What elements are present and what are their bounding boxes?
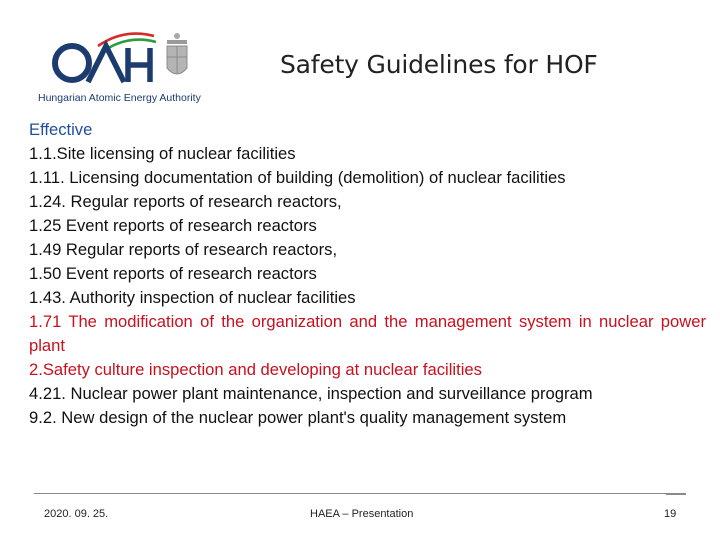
page-number: 19 xyxy=(664,508,677,520)
list-item: 1.11. Licensing documentation of building (demolition) of nuclear facilities xyxy=(29,168,566,187)
slide-title: Safety Guidelines for HOF xyxy=(280,50,598,79)
footer-divider xyxy=(34,493,686,494)
guidelines-list xyxy=(29,118,706,430)
list-item: 1.49 Regular reports of research reactors, xyxy=(29,240,338,259)
footer-divider-tick xyxy=(666,494,686,495)
list-item: 1.1.Site licensing of nuclear facilities xyxy=(29,144,296,163)
haea-logo xyxy=(36,26,208,108)
oah-logo-icon xyxy=(36,26,208,96)
list-item: 1.25 Event reports of research reactors xyxy=(29,216,317,235)
list-item: 1.24. Regular reports of research reactors, xyxy=(29,192,342,211)
footer-date: 2020. 09. 25. xyxy=(44,508,109,520)
footer-presentation-label: HAEA – Presentation xyxy=(310,508,414,520)
list-item: 1.50 Event reports of research reactors xyxy=(29,264,317,283)
list-item: 1.43. Authority inspection of nuclear facilities xyxy=(29,288,356,307)
list-item-highlighted: 1.71 The modification of the organization and the management system in nuclear power plant xyxy=(29,312,706,355)
list-item-highlighted: 2.Safety culture inspection and developing at nuclear facilities xyxy=(29,360,482,379)
effective-heading: Effective xyxy=(29,120,93,139)
list-item: 4.21. Nuclear power plant maintenance, inspection and surveillance program xyxy=(29,384,593,403)
list-item: 9.2. New design of the nuclear power plant's quality management system xyxy=(29,408,567,427)
logo-caption: Hungarian Atomic Energy Authority xyxy=(38,92,201,104)
